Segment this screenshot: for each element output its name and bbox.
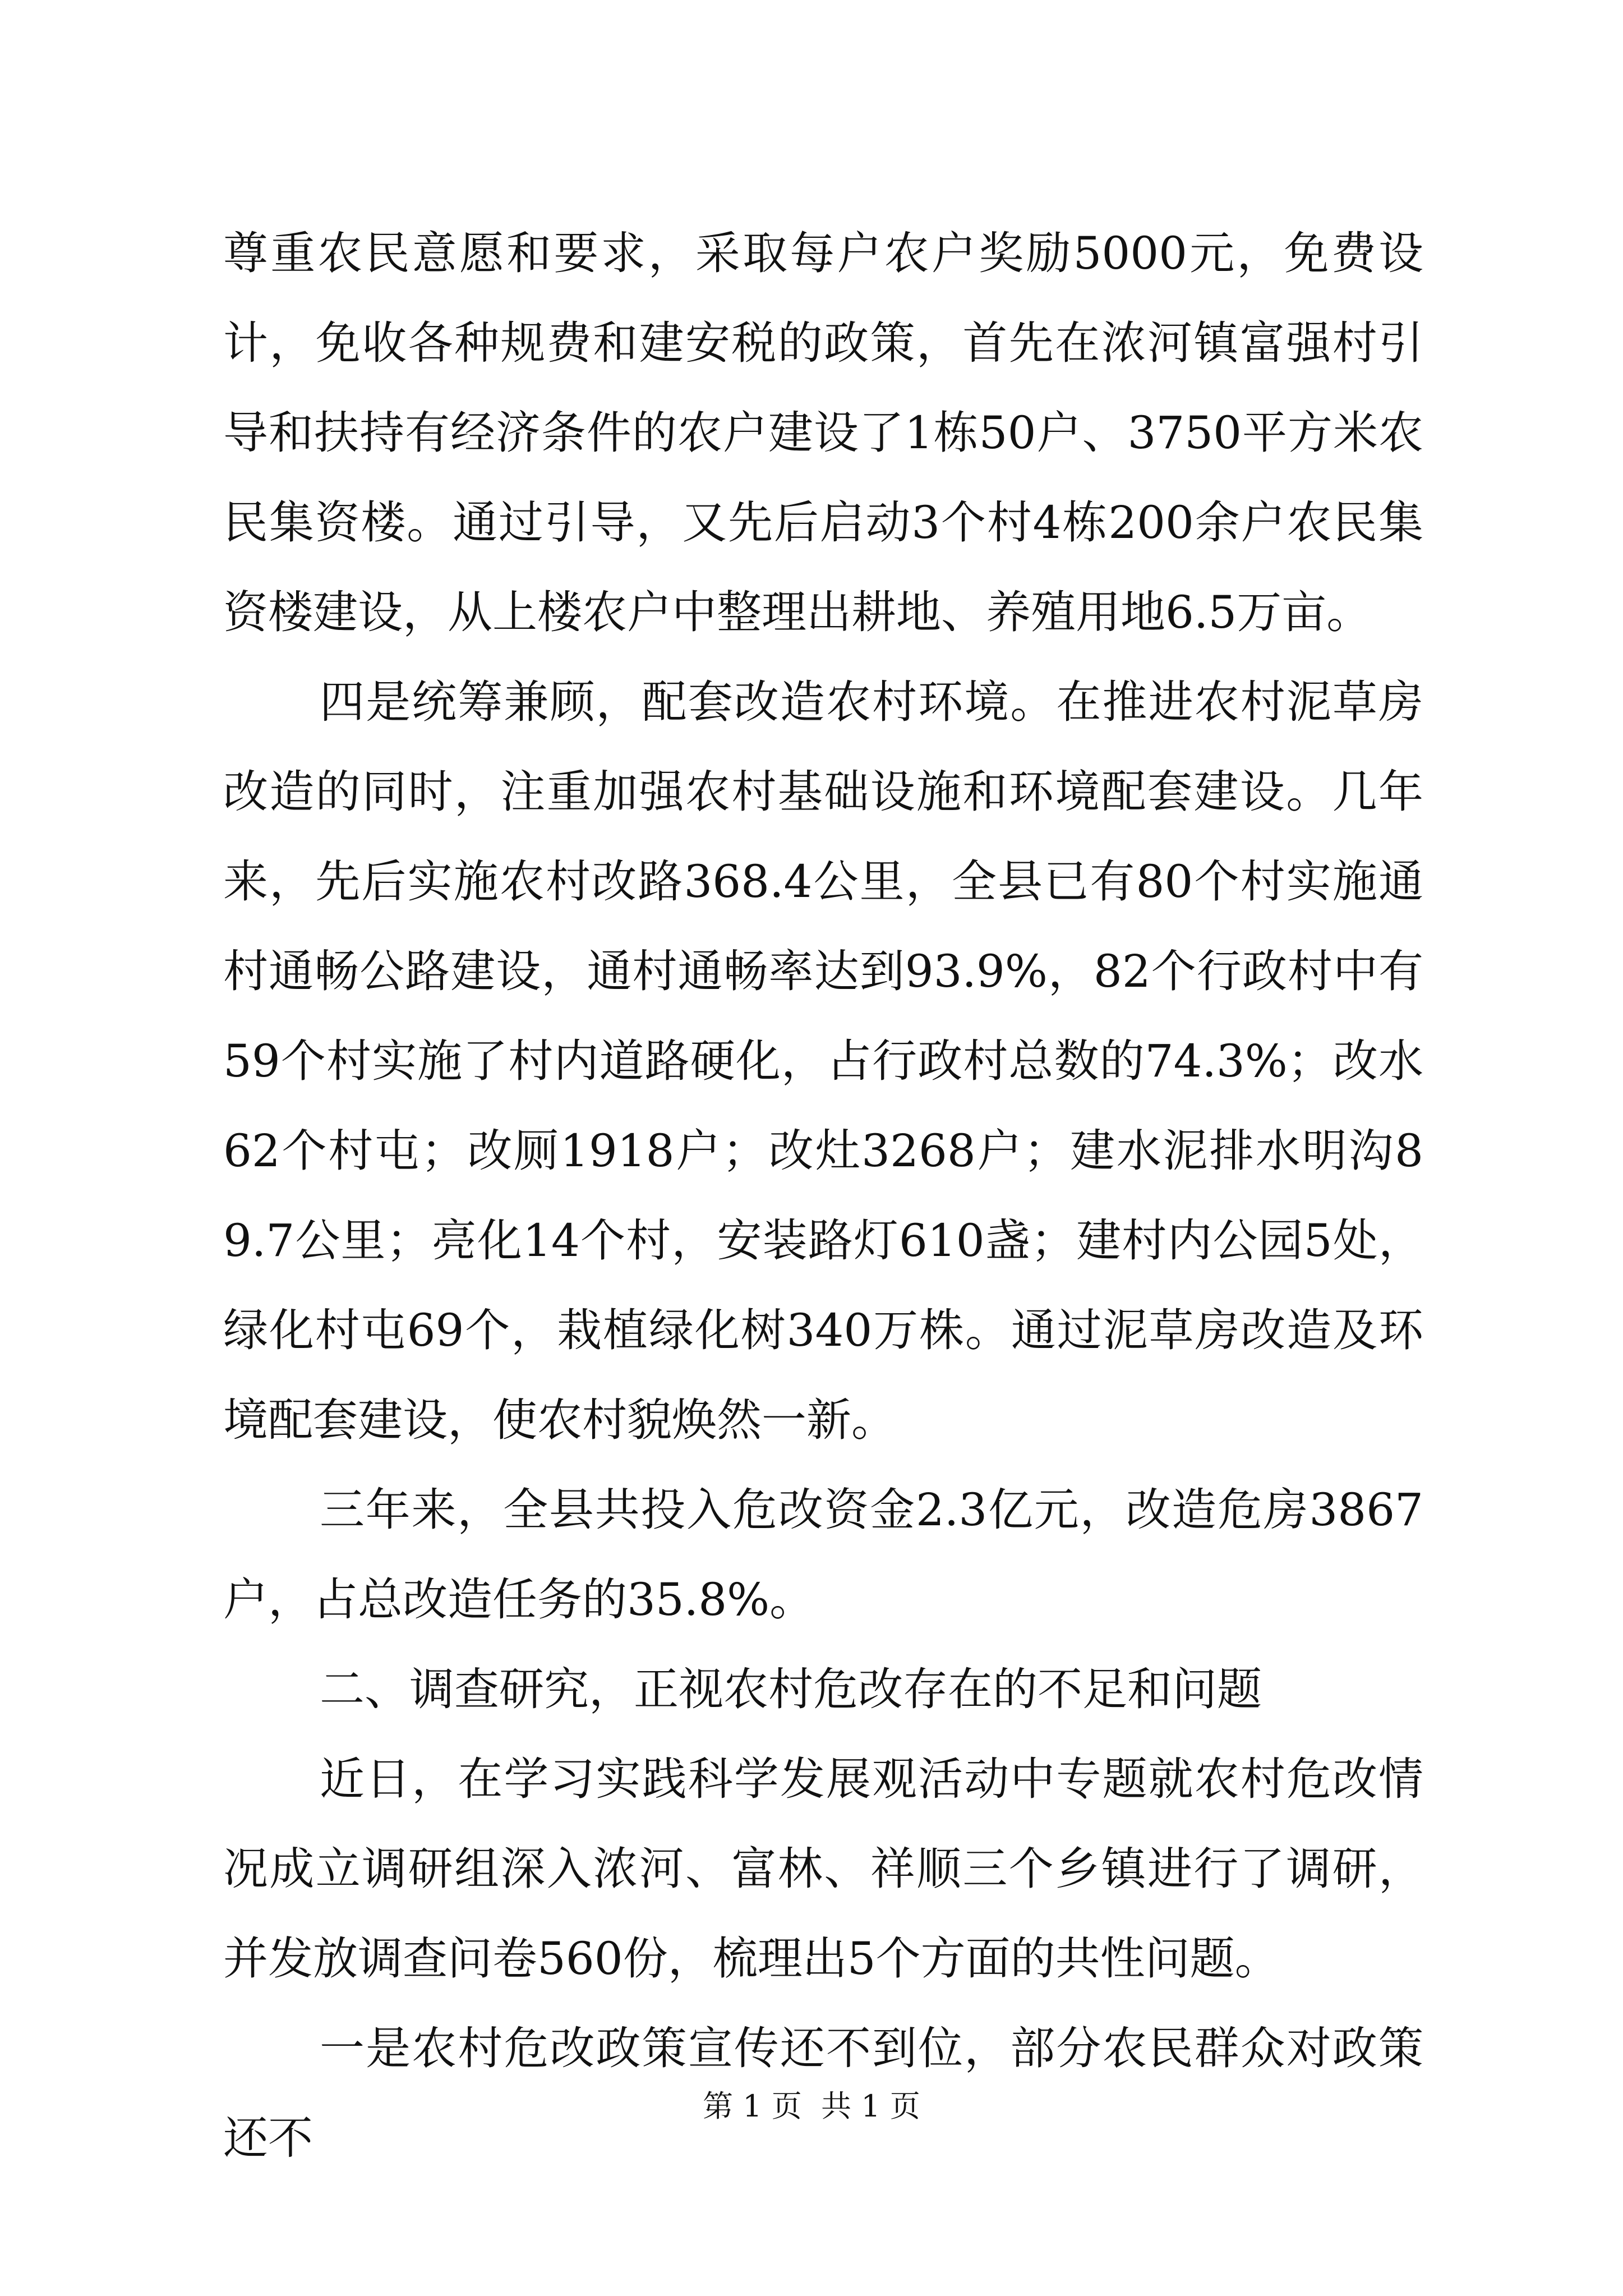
- section-heading-two: 二、调查研究，正视农村危改存在的不足和问题: [320, 1663, 1262, 1715]
- paragraph-summary: 三年来，全县共投入危改资金2.3亿元，改造危房3867户，占总改造任务的35.8%。: [223, 1484, 1423, 1626]
- paragraph-item-one: 一是农村危改政策宣传还不到位，部分农民群众对政策还不: [223, 2022, 1423, 2164]
- paragraph-continuation: 尊重农民意愿和要求，采取每户农户奖励5000元，免费设计，免收各种规费和建安税的政策，首先在浓河镇富强村引导和扶持有经济条件的农户建设了1栋50户、3750平方米农民集资楼。通过引导，又先后启动3个村4栋200余户农民集资楼建设，从上楼农户中整理出耕地、养殖用地6.5万亩。: [223, 227, 1423, 638]
- document-body: [223, 209, 1423, 2183]
- page-footer: 第 1 页 共 1 页: [703, 2088, 920, 2124]
- paragraph-survey: 近日，在学习实践科学发展观活动中专题就农村危改情况成立调研组深入浓河、富林、祥顺三个乡镇进行了调研，并发放调查问卷560份，梳理出5个方面的共性问题。: [223, 1753, 1423, 1985]
- paragraph-item-four: 四是统筹兼顾，配套改造农村环境。在推进农村泥草房改造的同时，注重加强农村基础设施和环境配套建设。几年来，先后实施农村改路368.4公里，全县已有80个村实施通村通畅公路建设，通村通畅率达到93.9%，82个行政村中有59个村实施了村内道路硬化，占行政村总数的74.3%；改水62个村屯；改厕1918户；改灶3268户；建水泥排水明沟89.7公里；亮化14个村，安装路灯610盏；建村内公园5处，绿化村屯69个，栽植绿化树340万株。通过泥草房改造及环境配套建设，使农村貌焕然一新。: [223, 676, 1423, 1446]
